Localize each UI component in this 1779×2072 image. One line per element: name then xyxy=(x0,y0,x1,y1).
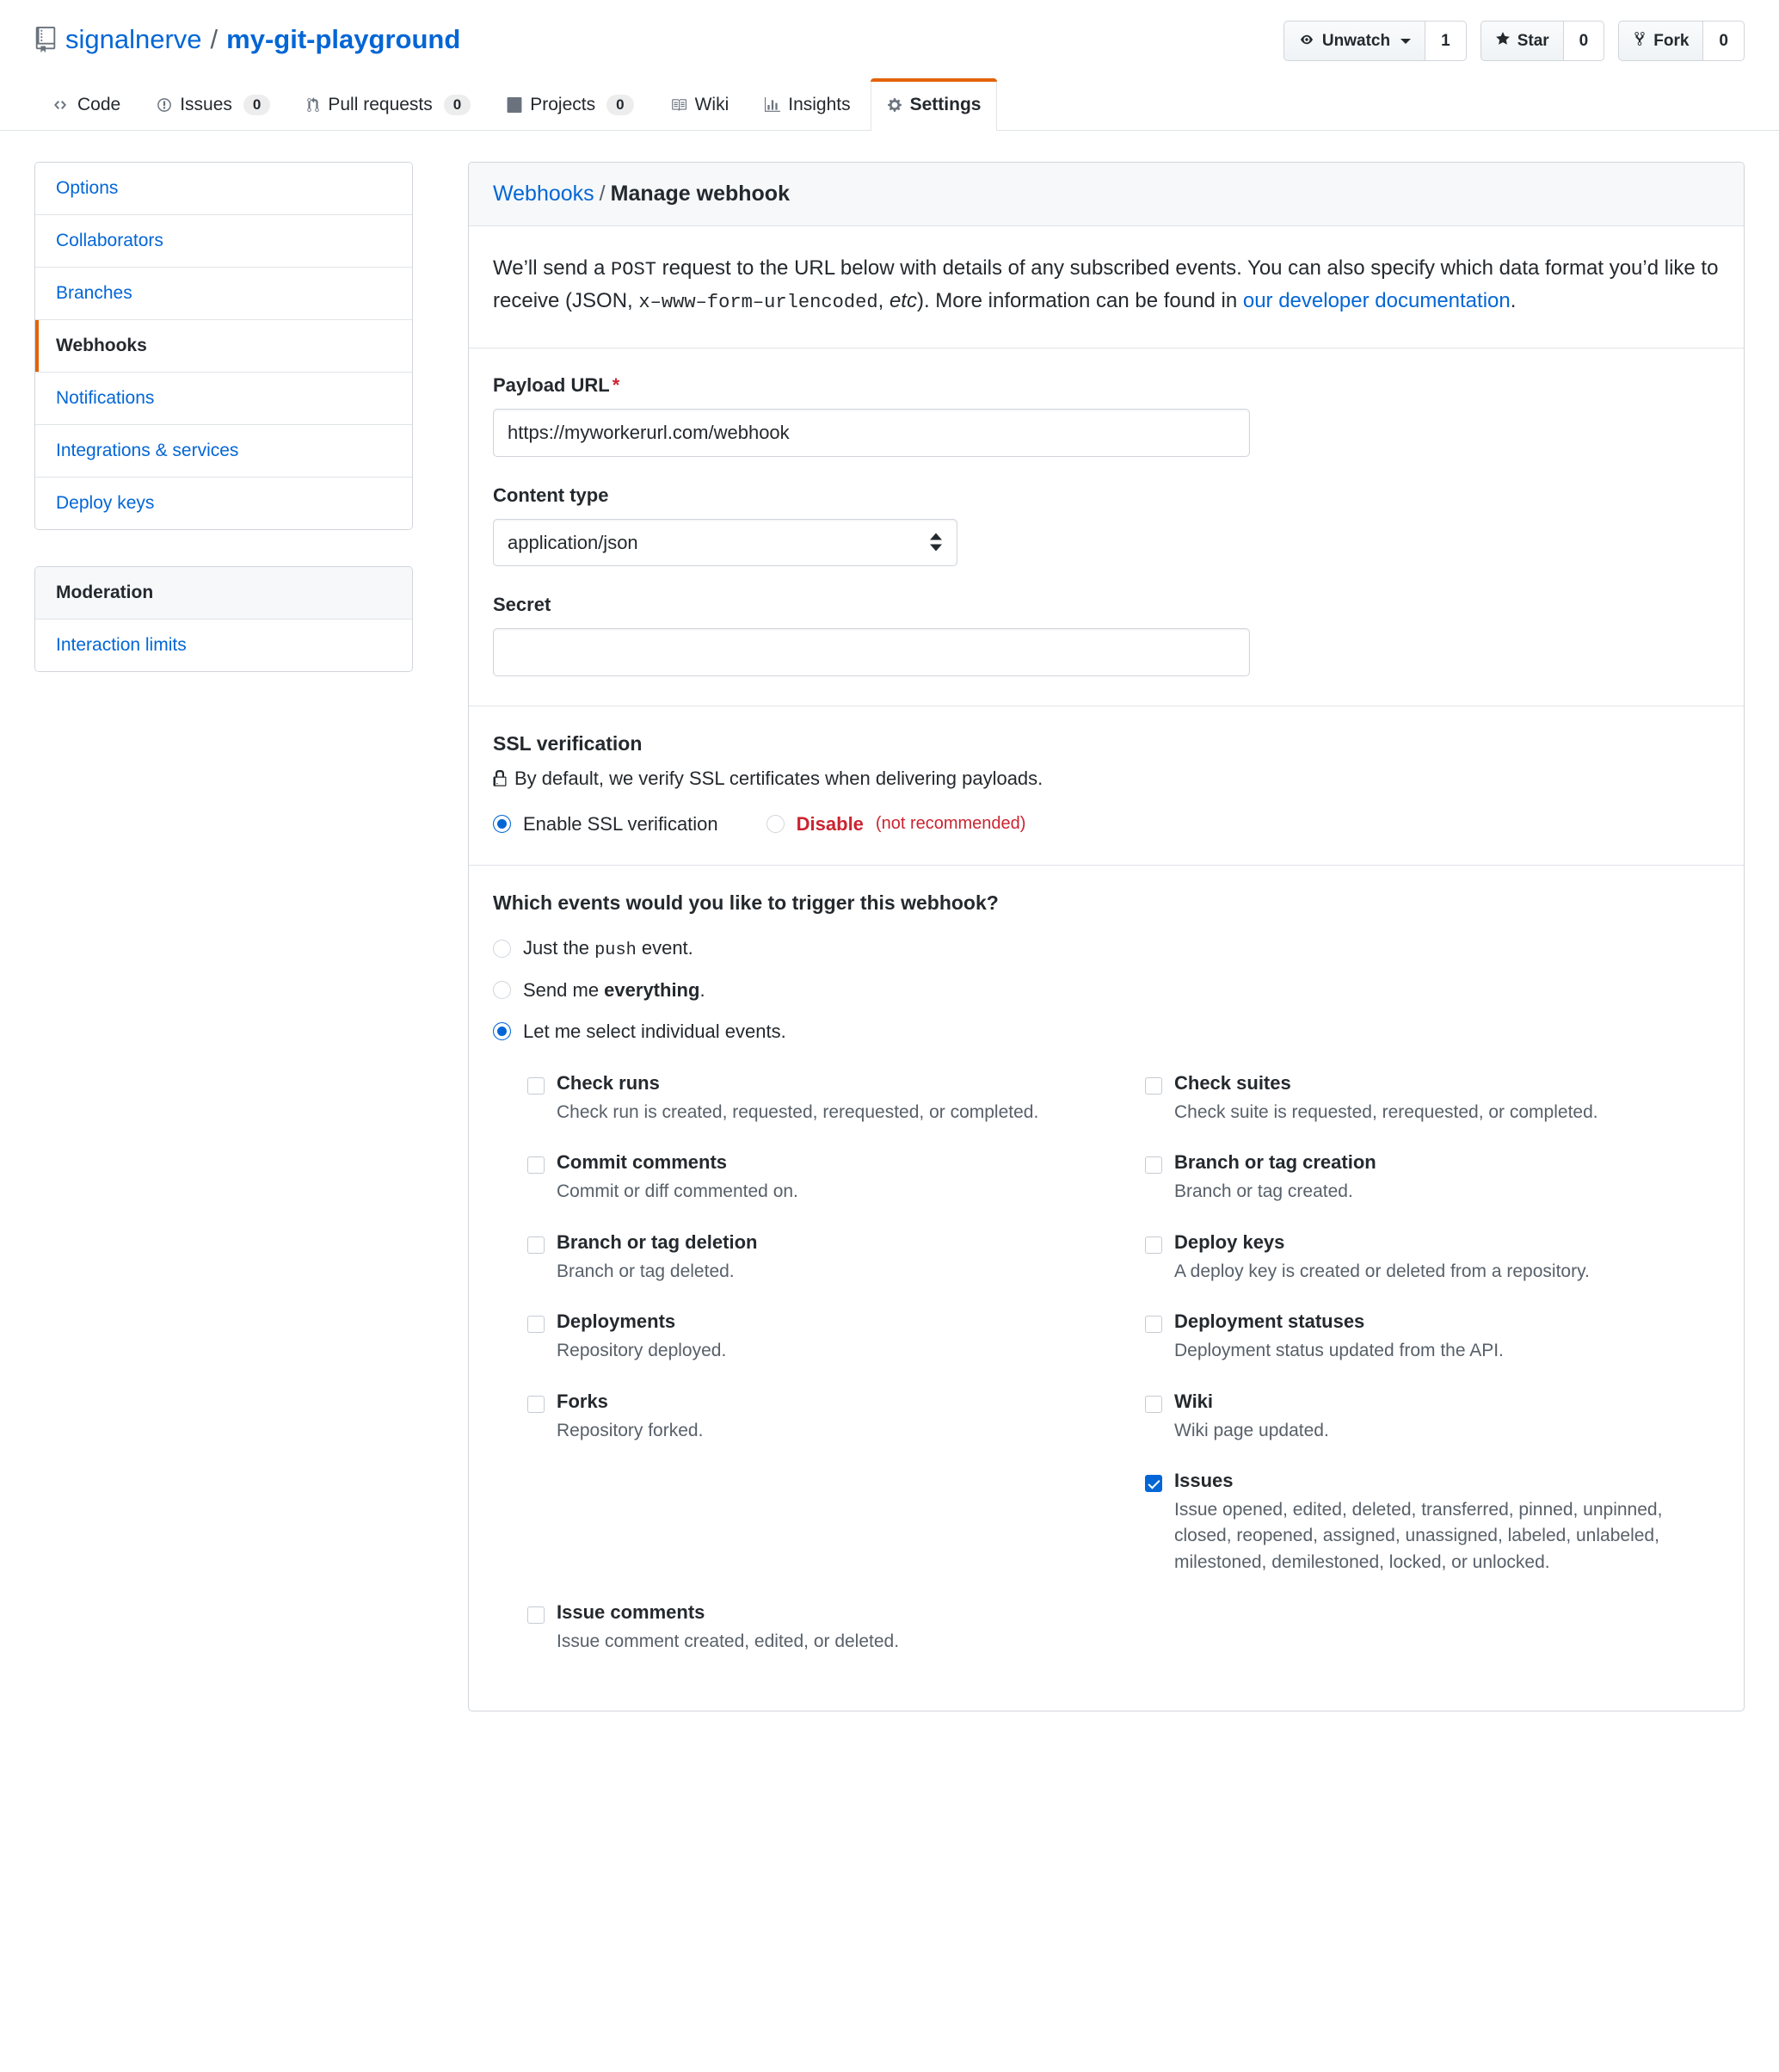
tab-wiki[interactable] xyxy=(654,78,746,131)
event-wiki-name: Wiki xyxy=(1174,1390,1214,1412)
tab-issues-count: 0 xyxy=(243,95,270,115)
event-forks-text xyxy=(557,1391,703,1444)
tab-settings-label: Settings xyxy=(909,95,982,114)
repo-nav-tabs xyxy=(0,77,1779,131)
events-question: Which events would you like to trigger this webhook? xyxy=(493,891,999,914)
event-check-runs-text xyxy=(557,1072,1038,1125)
event-issues-name: Issues xyxy=(1174,1469,1234,1491)
ssl-enable-option[interactable] xyxy=(493,813,718,836)
intro-part-3: , xyxy=(877,289,890,313)
event-choice-push-label xyxy=(523,937,693,960)
event-choice-push[interactable] xyxy=(493,937,1720,960)
event-deployments-desc: Repository deployed. xyxy=(557,1341,727,1361)
secret-field xyxy=(493,594,1720,676)
developer-documentation-link[interactable]: our developer documentation xyxy=(1242,289,1511,313)
eye-icon xyxy=(1298,32,1315,51)
event-commit-comments-desc: Commit or diff commented on. xyxy=(557,1181,798,1202)
sidebar-item-webhooks[interactable]: Webhooks xyxy=(35,320,412,373)
settings-menu xyxy=(34,162,413,530)
project-icon xyxy=(507,97,522,113)
tab-issues-label: Issues xyxy=(180,95,232,114)
event-choice-everything-prefix: Send me xyxy=(523,978,605,1001)
event-wiki-checkbox[interactable] xyxy=(1145,1396,1162,1413)
event-choice-push-code: push xyxy=(594,940,637,960)
event-branch-or-tag-creation-checkbox[interactable] xyxy=(1145,1156,1162,1174)
event-branch-or-tag-creation-name: Branch or tag creation xyxy=(1174,1151,1376,1174)
event-issues-checkbox[interactable] xyxy=(1145,1475,1162,1492)
ssl-title: SSL verification xyxy=(493,731,643,755)
event-choice-everything[interactable] xyxy=(493,979,1720,1002)
event-check-suites-name: Check suites xyxy=(1174,1071,1291,1094)
event-branch-or-tag-deletion-text xyxy=(557,1231,757,1285)
tab-issues[interactable] xyxy=(140,78,286,131)
intro-code-post: POST xyxy=(610,259,656,281)
event-choice-individual[interactable] xyxy=(493,1021,1720,1043)
event-check-suites-text xyxy=(1174,1072,1598,1125)
intro-part-4: ). More information can be found in xyxy=(916,289,1243,313)
sidebar-item-notifications[interactable]: Notifications xyxy=(35,373,412,425)
event-choice-everything-bold: everything xyxy=(604,978,700,1001)
event-issue-comments-desc: Issue comment created, edited, or deleted. xyxy=(557,1631,900,1652)
event-deploy-keys-checkbox[interactable] xyxy=(1145,1236,1162,1254)
sidebar-item-collaborators[interactable]: Collaborators xyxy=(35,215,412,268)
event-check-runs-desc: Check run is created, requested, rerequested, or completed. xyxy=(557,1101,1039,1122)
event-choice-individual-radio[interactable] xyxy=(493,1022,511,1040)
tab-code-label: Code xyxy=(77,95,121,114)
event-choice-everything-label xyxy=(523,979,705,1002)
ssl-enable-radio[interactable] xyxy=(493,815,511,833)
repo-title-separator: / xyxy=(210,24,219,54)
payload-url-field xyxy=(493,374,1720,457)
sidebar-item-interaction-limits[interactable]: Interaction limits xyxy=(35,620,412,671)
event-issue-comments[interactable] xyxy=(527,1601,1102,1680)
event-deployment-statuses[interactable] xyxy=(1145,1310,1720,1390)
intro-text xyxy=(493,252,1720,318)
intro-section xyxy=(469,226,1744,348)
breadcrumb-webhooks-link[interactable]: Webhooks xyxy=(493,182,594,206)
event-branch-or-tag-deletion-desc: Branch or tag deleted. xyxy=(557,1261,735,1281)
issue-opened-icon xyxy=(157,97,172,113)
ssl-note-text: By default, we verify SSL certificates when delivering payloads. xyxy=(514,767,1043,789)
intro-part-1: We’ll send a xyxy=(493,256,611,280)
tab-settings[interactable] xyxy=(871,78,998,131)
tab-wiki-label: Wiki xyxy=(694,95,729,114)
event-check-suites[interactable] xyxy=(1145,1072,1720,1151)
payload-url-label xyxy=(493,374,1720,397)
event-issues-desc: Issue opened, edited, deleted, transferred, pinned, unpinned, closed, reopened, assigned, unassigned, labeled, unlabeled, milestoned, demilestoned, locked, or unlocked. xyxy=(1174,1499,1663,1572)
event-choice-push-prefix: Just the xyxy=(523,936,595,959)
event-commit-comments[interactable] xyxy=(527,1151,1102,1230)
event-deployments[interactable] xyxy=(527,1310,1102,1390)
star-count[interactable]: 0 xyxy=(1564,21,1605,61)
event-deployments-text xyxy=(557,1310,726,1364)
tab-projects[interactable] xyxy=(490,78,649,131)
event-check-runs-checkbox[interactable] xyxy=(527,1077,545,1095)
event-issue-comments-checkbox[interactable] xyxy=(527,1606,545,1624)
event-deployments-checkbox[interactable] xyxy=(527,1316,545,1333)
event-deploy-keys-desc: A deploy key is created or deleted from a repository. xyxy=(1174,1261,1590,1281)
breadcrumb xyxy=(469,163,1744,226)
star-icon xyxy=(1495,31,1511,52)
event-check-suites-checkbox[interactable] xyxy=(1145,1077,1162,1095)
event-commit-comments-name: Commit comments xyxy=(557,1151,728,1174)
tab-projects-count: 0 xyxy=(606,95,633,115)
watch-count[interactable]: 1 xyxy=(1425,21,1467,61)
event-trigger-choices xyxy=(493,937,1720,1043)
sidebar-item-options[interactable]: Options xyxy=(35,163,412,215)
tab-code[interactable] xyxy=(34,78,137,131)
gear-icon xyxy=(887,97,902,113)
events-section xyxy=(469,866,1744,1711)
content-type-select-wrap xyxy=(493,519,957,566)
event-branch-or-tag-deletion[interactable] xyxy=(527,1231,1102,1310)
event-check-runs[interactable] xyxy=(527,1072,1102,1151)
intro-code-urlencoded: x–www–form–urlencoded xyxy=(638,292,878,314)
event-branch-or-tag-creation[interactable] xyxy=(1145,1151,1720,1230)
watch-button-group xyxy=(1283,21,1467,61)
fork-button-group xyxy=(1618,21,1745,61)
page-body xyxy=(0,131,1779,1746)
book-icon xyxy=(670,97,687,113)
intro-part-5: . xyxy=(1510,289,1517,313)
repo-actions xyxy=(1283,21,1745,61)
fork-button-label: Fork xyxy=(1653,31,1690,50)
event-wiki-desc: Wiki page updated. xyxy=(1174,1420,1329,1440)
payload-url-label-text: Payload URL xyxy=(493,373,610,396)
tab-pull-requests-label: Pull requests xyxy=(328,95,433,114)
event-deployment-statuses-text xyxy=(1174,1310,1504,1364)
repo-name-link[interactable]: my-git-playground xyxy=(226,24,461,54)
moderation-menu xyxy=(34,566,413,672)
event-grid-spacer xyxy=(527,1470,1102,1601)
event-issue-comments-text xyxy=(557,1601,899,1655)
tab-insights-label: Insights xyxy=(788,95,851,114)
ssl-note xyxy=(493,768,1720,792)
secret-input[interactable] xyxy=(493,628,1250,676)
graph-icon xyxy=(765,97,780,113)
event-choice-push-suffix: event. xyxy=(636,936,693,959)
tab-insights[interactable] xyxy=(748,78,866,131)
content-type-label: Content type xyxy=(493,484,609,506)
event-branch-or-tag-creation-desc: Branch or tag created. xyxy=(1174,1181,1353,1202)
event-deploy-keys-name: Deploy keys xyxy=(1174,1230,1285,1253)
event-issue-comments-name: Issue comments xyxy=(557,1601,705,1624)
ssl-enable-label: Enable SSL verification xyxy=(523,812,718,835)
event-choice-everything-suffix: . xyxy=(699,978,705,1001)
repo-header xyxy=(0,0,1779,55)
ssl-verification-section xyxy=(469,706,1744,866)
fork-count[interactable]: 0 xyxy=(1703,21,1745,61)
code-icon xyxy=(51,98,70,112)
event-branch-or-tag-deletion-checkbox[interactable] xyxy=(527,1236,545,1254)
star-button[interactable] xyxy=(1480,21,1564,61)
ssl-disable-option[interactable] xyxy=(766,813,1026,836)
event-deployments-name: Deployments xyxy=(557,1310,676,1333)
repo-owner-link[interactable]: signalnerve xyxy=(65,24,202,54)
event-deployment-statuses-desc: Deployment status updated from the API. xyxy=(1174,1341,1504,1361)
event-forks-desc: Repository forked. xyxy=(557,1420,704,1440)
event-forks-name: Forks xyxy=(557,1390,608,1412)
fork-button[interactable] xyxy=(1618,21,1703,61)
tab-projects-label: Projects xyxy=(530,95,596,114)
event-wiki[interactable] xyxy=(1145,1391,1720,1470)
breadcrumb-current: Manage webhook xyxy=(610,182,790,206)
event-branch-or-tag-creation-text xyxy=(1174,1151,1376,1205)
webhook-settings-panel xyxy=(468,162,1745,1711)
required-marker: * xyxy=(612,373,620,396)
intro-em-etc: etc xyxy=(889,289,917,313)
breadcrumb-separator: / xyxy=(599,182,606,206)
event-check-suites-desc: Check suite is requested, rerequested, or completed. xyxy=(1174,1101,1598,1122)
event-branch-or-tag-deletion-name: Branch or tag deletion xyxy=(557,1230,758,1253)
star-button-label: Star xyxy=(1517,31,1549,50)
event-commit-comments-checkbox[interactable] xyxy=(527,1156,545,1174)
ssl-disable-label: Disable xyxy=(796,812,864,835)
secret-label: Secret xyxy=(493,593,551,615)
event-wiki-text xyxy=(1174,1391,1329,1444)
ssl-disable-radio[interactable] xyxy=(766,815,785,833)
individual-events-grid xyxy=(493,1072,1720,1681)
event-forks[interactable] xyxy=(527,1391,1102,1470)
tab-pull-requests[interactable] xyxy=(290,78,487,131)
event-forks-checkbox[interactable] xyxy=(527,1396,545,1413)
unwatch-button[interactable] xyxy=(1283,21,1425,61)
content-type-field xyxy=(493,484,1720,566)
event-issues[interactable] xyxy=(1145,1470,1720,1601)
moderation-heading: Moderation xyxy=(35,567,412,620)
lock-icon xyxy=(493,770,507,792)
webhook-fields-section xyxy=(469,348,1744,706)
ssl-disable-note: (not recommended) xyxy=(875,814,1026,834)
repo-icon xyxy=(34,27,57,52)
event-issues-text xyxy=(1174,1470,1720,1576)
star-button-group xyxy=(1480,21,1605,61)
git-pull-request-icon xyxy=(306,97,320,113)
content-type-select[interactable] xyxy=(493,519,957,566)
event-choice-individual-label: Let me select individual events. xyxy=(523,1020,786,1042)
event-choice-everything-radio[interactable] xyxy=(493,981,511,999)
event-check-runs-name: Check runs xyxy=(557,1071,660,1094)
event-deploy-keys-text xyxy=(1174,1231,1590,1285)
sidebar-item-deploy-keys[interactable]: Deploy keys xyxy=(35,478,412,529)
event-commit-comments-text xyxy=(557,1151,798,1205)
fork-icon xyxy=(1633,31,1647,52)
event-choice-push-radio[interactable] xyxy=(493,940,511,958)
chevron-down-icon xyxy=(1400,39,1411,44)
settings-sidebar xyxy=(34,162,413,708)
payload-url-input[interactable] xyxy=(493,409,1250,457)
sidebar-item-branches[interactable]: Branches xyxy=(35,268,412,320)
ssl-radio-row xyxy=(493,813,1720,836)
intro-part-2: request to the URL below with details of any subscribed events. You can also specify which data format you’d like to receive (JSON, xyxy=(493,256,1719,313)
event-deployment-statuses-checkbox[interactable] xyxy=(1145,1316,1162,1333)
sidebar-item-integrations-services[interactable]: Integrations & services xyxy=(35,425,412,478)
event-deploy-keys[interactable] xyxy=(1145,1231,1720,1310)
tab-pull-requests-count: 0 xyxy=(444,95,471,115)
unwatch-button-label: Unwatch xyxy=(1321,31,1391,50)
event-deployment-statuses-name: Deployment statuses xyxy=(1174,1310,1365,1333)
